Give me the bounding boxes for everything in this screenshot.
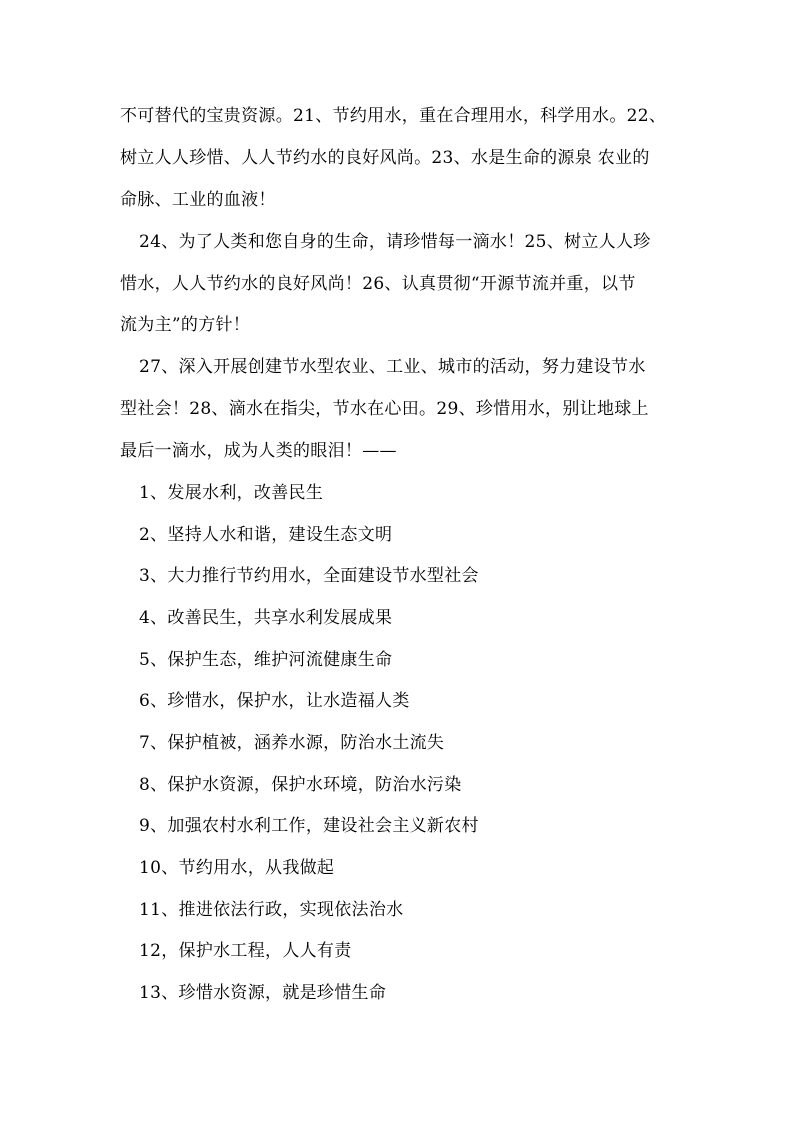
slogan-item-6: 6、珍惜水，保护水，让水造福人类 <box>139 691 410 711</box>
slogan-item-11: 11、推进依法行政，实现依法治水 <box>139 900 404 920</box>
slogan-item-7: 7、保护植被，涵养水源，防治水土流失 <box>139 733 445 753</box>
paragraph-1-line-2: 树立人人珍惜、人人节约水的良好风尚。23、水是生命的源泉 农业的 <box>120 148 650 168</box>
paragraph-2-line-3: 流为主”的方针！ <box>120 315 251 335</box>
slogan-item-5: 5、保护生态，维护河流健康生命 <box>139 650 393 670</box>
slogan-item-10: 10、节约用水，从我做起 <box>139 858 335 878</box>
slogan-item-8: 8、保护水资源，保护水环境，防治水污染 <box>139 775 462 795</box>
paragraph-2-line-2: 惜水，人人节约水的良好风尚！26、认真贯彻“开源节流并重，以节 <box>120 274 636 294</box>
paragraph-3-line-1: 27、深入开展创建节水型农业、工业、城市的活动，努力建设节水 <box>139 357 646 377</box>
slogan-item-1: 1、发展水利，改善民生 <box>139 483 324 503</box>
paragraph-3-line-2: 型社会！28、滴水在指尖，节水在心田。29、珍惜用水，别让地球上 <box>120 399 649 419</box>
slogan-item-2: 2、坚持人水和谐，建设生态文明 <box>139 525 393 545</box>
slogan-item-3: 3、大力推行节约用水，全面建设节水型社会 <box>139 566 479 586</box>
paragraph-3-line-3: 最后一滴水，成为人类的眼泪！—— <box>120 441 397 461</box>
paragraph-1-line-3: 命脉、工业的血液！ <box>120 190 276 210</box>
slogan-item-13: 13、珍惜水资源，就是珍惜生命 <box>139 983 387 1003</box>
slogan-item-9: 9、加强农村水利工作，建设社会主义新农村 <box>139 816 479 836</box>
slogan-item-4: 4、改善民生，共享水利发展成果 <box>139 608 393 628</box>
paragraph-1-line-1: 不可替代的宝贵资源。21、节约用水，重在合理用水，科学用水。22、 <box>120 106 667 126</box>
paragraph-2-line-1: 24、为了人类和您自身的生命，请珍惜每一滴水！25、树立人人珍 <box>139 232 651 252</box>
slogan-item-12: 12，保护水工程，人人有责 <box>139 941 352 961</box>
